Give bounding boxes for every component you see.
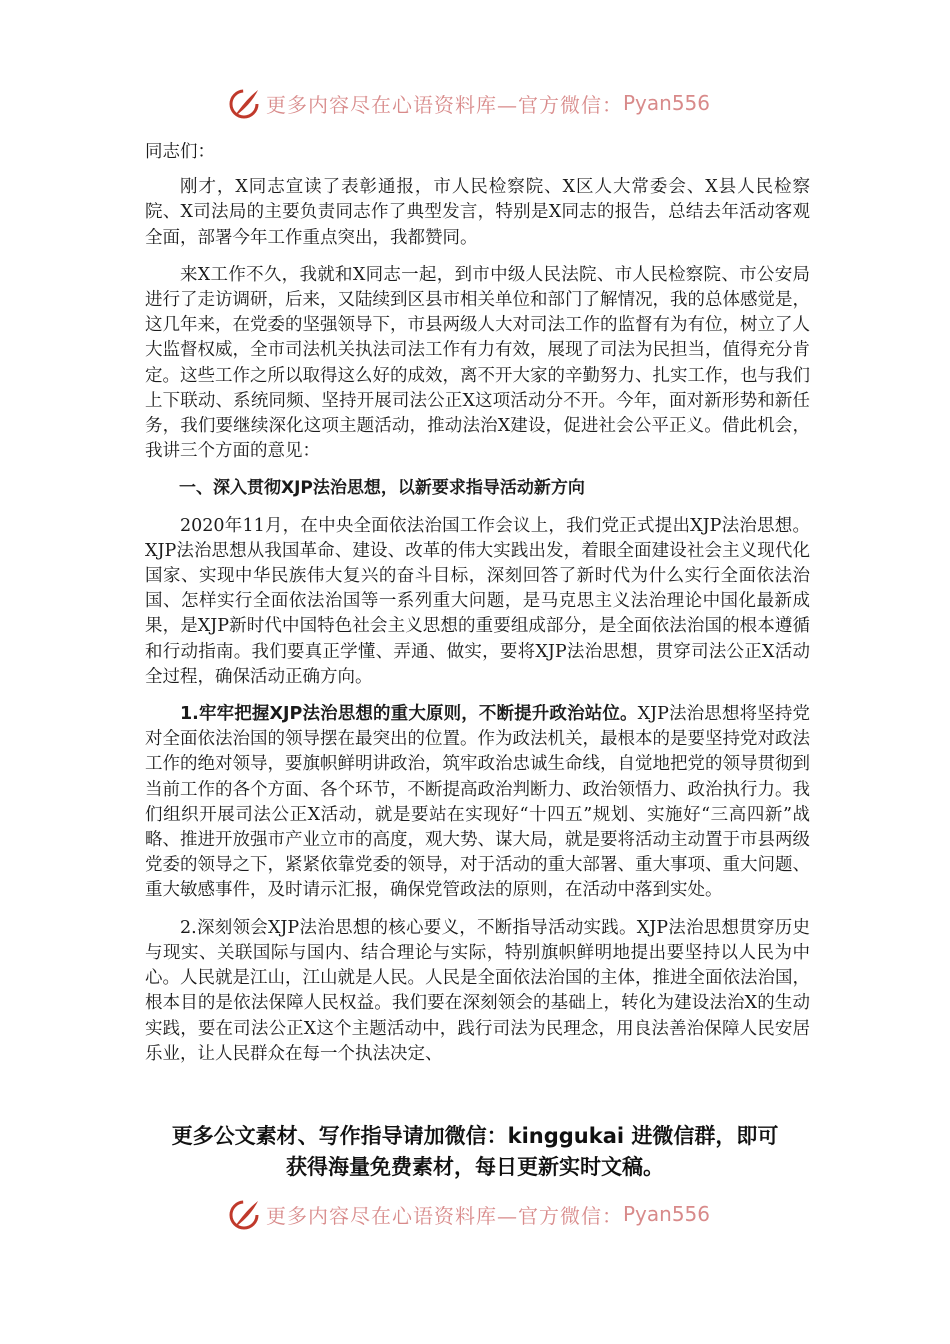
document-body (145, 140, 810, 1079)
footer-watermark (228, 1195, 728, 1233)
section-heading: 一、深入贯彻XJP法治思想，以新要求指导活动新方向 (179, 478, 585, 499)
watermark-text: 更多内容尽在心语资料库—官方微信： (266, 1203, 623, 1228)
point-1-body: XJP法治思想将坚持党对全面依法治国的领导摆在最突出的位置。作为政法机关，最根本的是要坚持党对政法工作的绝对领导，要旗帜鲜明讲政治，筑牢政治忠诚生命线，自觉地把党的领导贯彻到当前工作的各个方面、各个环节，不断提高政治判断力、政治领悟力、政治执行力。我们组织开展司法公正X活动，就是要站在实现好“十四五”规划、实施好“三高四新”战略、推进开放强市产业立市的高度，观大势、谋大局，就是要将活动主动置于市县两级党委的领导之下，紧紧依靠党委的领导，对于活动的重大部署、重大事项、重大问题、重大敏感事件，及时请示汇报，确保党管政法的原则，在活动中落到实处。 (145, 704, 811, 901)
point-1-lead: 1.牢牢把握XJP法治思想的重大原则，不断提升政治站位。 (180, 704, 638, 725)
watermark-wechat-id: Pyan556 (623, 91, 711, 115)
promo-banner (0, 1121, 950, 1183)
salutation: 同志们： (145, 142, 215, 162)
paragraph-point-2: 2.深刻领会XJP法治思想的核心要义，不断指导活动实践。XJP法治思想贯穿历史与现实、关联国际与国内、结合理论与实际，特别旗帜鲜明地提出要坚持以人民为中心。人民就是江山，江山就是人民。人民是全面依法治国的主体，推进全面依法治国，根本目的是依法保障人民权益。我们要在深刻领会的基础上，转化为建设法治X的生动实践，要在司法公正X这个主题活动中，践行司法为民理念，用良法善治保障人民安居乐业，让人民群众在每一个执法决定、 (145, 917, 810, 1064)
header-watermark (228, 84, 728, 122)
quill-logo-icon (228, 86, 262, 120)
paragraph-section: 2020年11月，在中央全面依法治国工作会议上，我们党正式提出XJP法治思想。XJP法治思想从我国革命、建设、改革的伟大实践出发，着眼全面建设社会主义现代化国家、实现中华民族伟大复兴的奋斗目标，深刻回答了新时代为什么实行全面依法治国、怎样实行全面依法治国等一系列重大问题，是马克思主义法治理论中国化最新成果，是XJP新时代中国特色社会主义思想的重要组成部分，是全面依法治国的根本遵循和行动指南。我们要真正学懂、弄通、做实，要将XJP法治思想，贯穿司法公正X活动全过程，确保活动正确方向。 (145, 515, 810, 687)
paragraph-opening: 刚才，X同志宣读了表彰通报，市人民检察院、X区人大常委会、X县人民检察院、X司法局的主要负责同志作了典型发言，特别是X同志的报告，总结去年活动客观全面，部署今年工作重点突出，我都赞同。 (145, 177, 810, 248)
watermark-text: 更多内容尽在心语资料库—官方微信： (266, 92, 623, 117)
quill-logo-icon (228, 1197, 262, 1231)
paragraph-intro: 来X工作不久，我就和X同志一起，到市中级人民法院、市人民检察院、市公安局进行了走访调研，后来，又陆续到区县市相关单位和部门了解情况，我的总体感觉是，这几年来，在党委的坚强领导下，市县两级人大对司法工作的监督有为有位，树立了人大监督权威，全市司法机关执法司法工作有力有效，展现了司法为民担当，值得充分肯定。这些工作之所以取得这么好的成效，离不开大家的辛勤努力、扎实工作，也与我们上下联动、系统同频、坚持开展司法公正X这项活动分不开。今年，面对新形势和新任务，我们要继续深化这项主题活动，推动法治X建设，促进社会公平正义。借此机会，我讲三个方面的意见： (145, 264, 810, 462)
paragraph-point-1 (145, 702, 810, 904)
promo-line-1: 更多公文素材、写作指导请加微信：kinggukai 进微信群，即可 (171, 1124, 779, 1148)
promo-line-2: 获得海量免费素材，每日更新实时文稿。 (286, 1155, 664, 1179)
watermark-wechat-id: Pyan556 (623, 1202, 711, 1226)
